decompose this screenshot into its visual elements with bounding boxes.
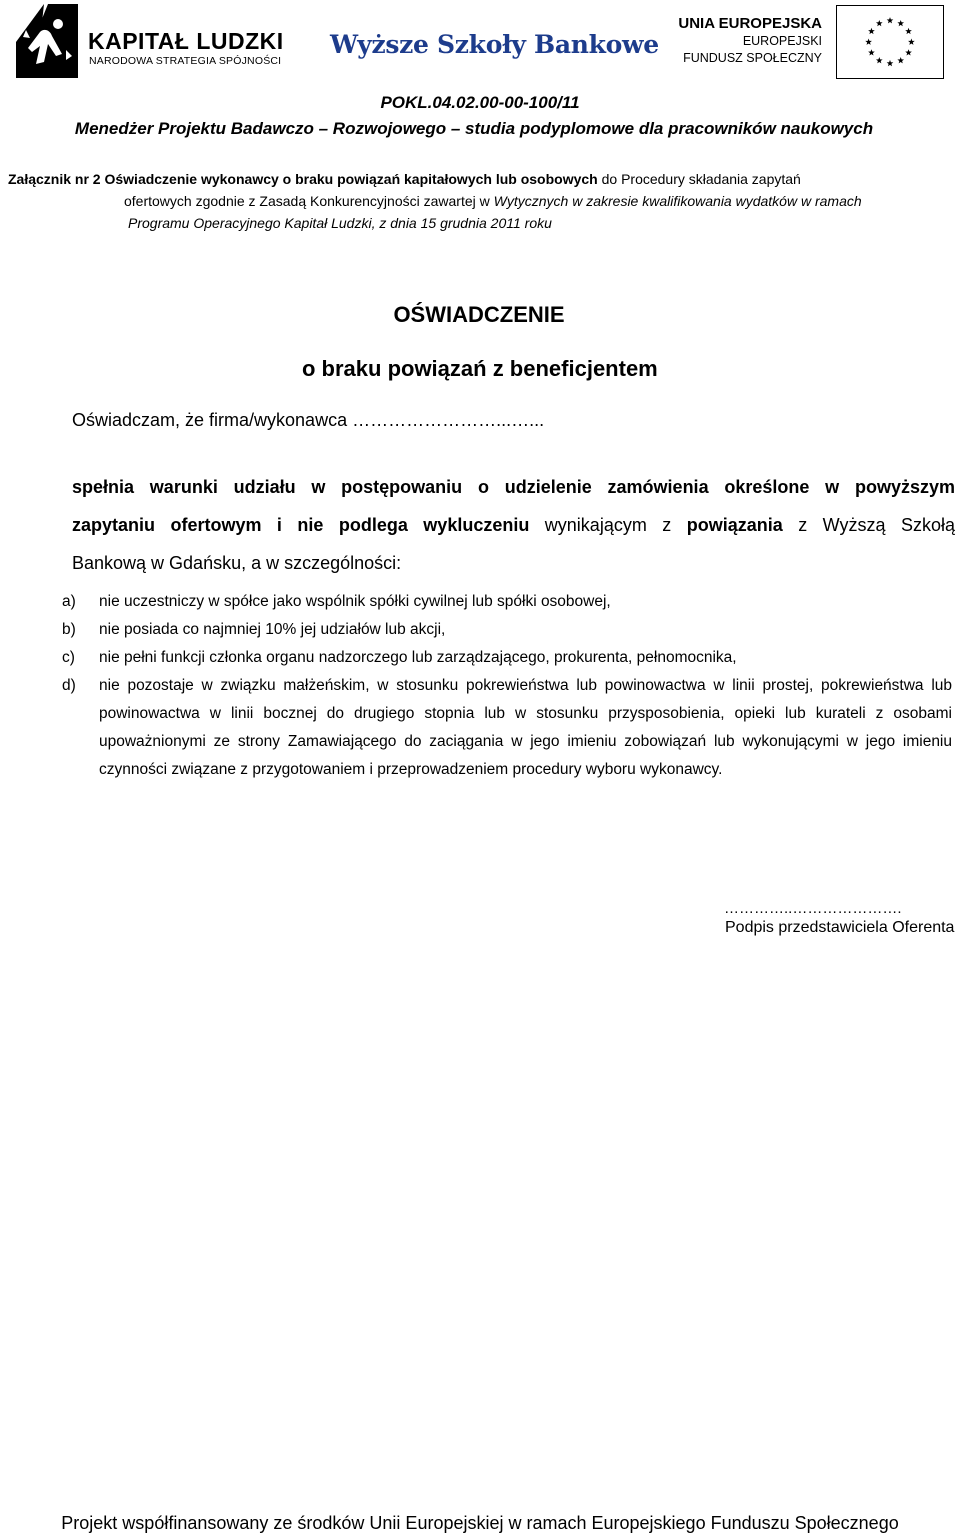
l2-bold-b: powiązania xyxy=(686,515,783,535)
list-item-text: nie pełni funkcji członka organu nadzorczego lub zarządzającego, prokurenta, pełnomocnika, xyxy=(99,649,737,666)
conditions-list xyxy=(62,588,952,784)
declaration-paragraph xyxy=(72,468,955,582)
page-subtitle: o braku powiązań z beneficjentem xyxy=(302,356,658,381)
wsb-logo: Wyższe Szkoły Bankowe xyxy=(330,30,659,59)
project-code: POKL.04.02.00-00-100/11 xyxy=(380,93,580,112)
eu-star-icon xyxy=(876,20,883,26)
page-title-text: OŚWIADCZENIE xyxy=(393,302,565,327)
eu-star-icon xyxy=(868,49,875,55)
eu-star-icon xyxy=(908,38,915,44)
eu-label xyxy=(676,14,822,67)
list-item-label: c) xyxy=(62,649,75,666)
note-line2-italic: Wytycznych w zakresie kwalifikowania wydatków w ramach xyxy=(493,193,862,209)
eu-title: UNIA EUROPEJSKA xyxy=(678,15,822,32)
eu-star-icon xyxy=(897,20,904,26)
paragraph-line-2 xyxy=(72,506,955,544)
footer-text: Projekt współfinansowany ze środków Unii Europejskiej w ramach Europejskiego Funduszu Społecznego xyxy=(61,1513,899,1533)
list-item-text: nie posiada co najmniej 10% jej udziałów lub akcji, xyxy=(99,621,446,638)
declaration-line: Oświadczam, że firma/wykonawca ……………………...…... xyxy=(72,410,545,430)
list-item xyxy=(62,644,952,672)
kapital-ludzki-subtitle: NARODOWA STRATEGIA SPÓJNOŚCI xyxy=(89,55,282,67)
l2-plain-a: wynikającym z xyxy=(529,515,687,535)
eu-star-icon xyxy=(897,57,904,63)
project-name: Menedżer Projektu Badawczo – Rozwojowego – studia podyplomowe dla pracowników naukowych xyxy=(74,119,874,138)
eu-star-icon xyxy=(876,57,883,63)
note-bold: Załącznik nr 2 Oświadczenie wykonawcy o braku powiązań kapitałowych lub osobowych xyxy=(8,171,598,187)
list-item-text: nie uczestniczy w spółce jako wspólnik spółki cywilnej lub spółki osobowej, xyxy=(99,593,611,610)
eu-star-icon xyxy=(887,17,894,23)
paragraph-line-1: spełnia warunki udziału w postępowaniu o udzielenie zamówienia określone w powyższym xyxy=(72,477,955,497)
note-line2: ofertowych zgodnie z Zasadą Konkurencyjności zawartej w xyxy=(124,193,494,209)
note-line3-italic: Programu Operacyjnego Kapitał Ludzki, z dnia 15 grudnia 2011 roku xyxy=(128,215,552,231)
eu-star-icon xyxy=(905,28,912,34)
list-item xyxy=(62,588,952,616)
eu-star-icon xyxy=(887,60,894,66)
page-title xyxy=(0,302,960,328)
eu-flag-icon xyxy=(836,5,944,79)
eu-star-icon xyxy=(868,28,875,34)
signature-label: Podpis przedstawiciela Oferenta xyxy=(725,919,955,936)
list-item-text: nie pozostaje w związku małżeńskim, w stosunku pokrewieństwa lub powinowactwa w linii prostej, pokrewieństwa lub powinowactwa w linii bocznej do drugiego stopnia lub w stosunku przysposobienia, opieki lub kurateli z osobami upoważnionymi ze strony Zamawiającego do zaciągania w jego imieniu zobowiązań lub wykonującymi w jego imieniu czynności związane z przygotowaniem i przeprowadzeniem procedury wyboru wykonawcy. xyxy=(99,677,952,778)
attachment-note xyxy=(8,168,958,234)
eu-line-3: FUNDUSZ SPOŁECZNY xyxy=(683,51,822,65)
paragraph-line-3: Bankową w Gdańsku, a w szczególności: xyxy=(72,553,402,573)
signature-line: …………..…………………. xyxy=(724,900,902,917)
list-item xyxy=(62,616,952,644)
note-rest: do Procedury składania zapytań xyxy=(597,171,801,187)
eu-line-2: EUROPEJSKI xyxy=(742,34,822,48)
list-item-label: d) xyxy=(62,677,76,694)
list-item-label: a) xyxy=(62,593,76,610)
list-item xyxy=(62,672,952,784)
l2-bold-a: zapytaniu ofertowym i nie podlega wykluczeniu xyxy=(72,515,530,535)
l2-plain-b: z Wyższą Szkołą xyxy=(782,515,955,535)
kapital-ludzki-logo-icon xyxy=(14,2,78,78)
kapital-ludzki-title: KAPITAŁ LUDZKI xyxy=(88,28,284,54)
eu-star-icon xyxy=(905,49,912,55)
list-item-label: b) xyxy=(62,621,76,638)
eu-star-icon xyxy=(865,38,872,44)
